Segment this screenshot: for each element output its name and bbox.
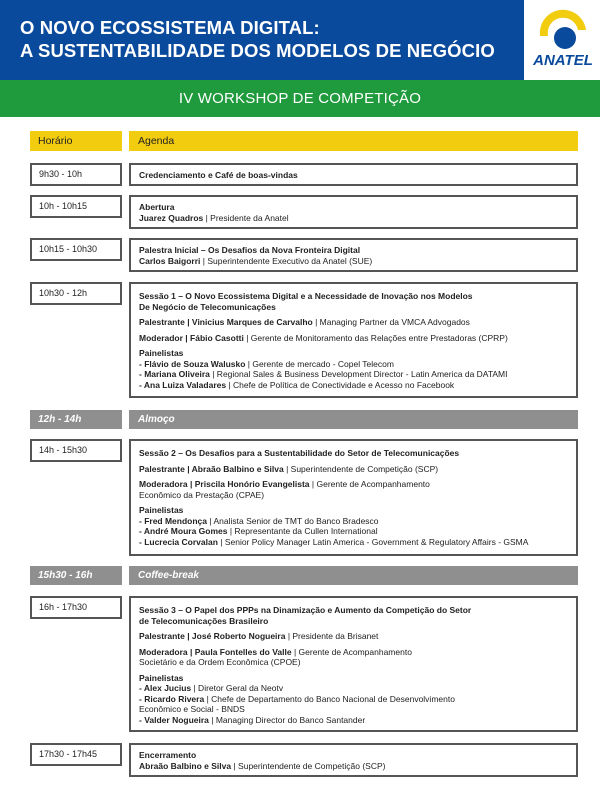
speaker-line — [139, 761, 568, 772]
moderador-line — [139, 333, 568, 344]
agenda-row — [30, 238, 578, 272]
session-title-line-2: De Negócio de Telecomunicações — [139, 301, 276, 312]
logo-text: ANATEL — [533, 52, 593, 69]
panelist-line — [139, 683, 568, 694]
speaker-role: | Presidente da Anatel — [203, 212, 289, 223]
panelist-line — [139, 516, 568, 527]
agenda-cell — [129, 743, 578, 777]
panelist-role: | Diretor Geral da Neotv — [191, 683, 284, 693]
panelist-name: - Fred Mendonça — [139, 515, 208, 526]
agenda-cell — [129, 439, 578, 556]
moderador-role-line-2: Econômico da Prestação (CPAE) — [139, 489, 265, 500]
panelist-role: | Managing Director do Banco Santander — [208, 714, 366, 725]
agenda-cell — [129, 596, 578, 732]
header-agenda: Agenda — [129, 131, 578, 151]
speaker-name: Juarez Quadros — [139, 212, 204, 223]
panelist-role: | Chefe de Departamento do Banco Nacional de Desenvolvimento — [204, 693, 455, 704]
agenda-row — [30, 163, 578, 186]
painelistas-heading: Painelistas — [139, 505, 184, 515]
break-row — [30, 566, 578, 585]
moderador-role: | Gerente de Acompanhamento — [309, 479, 430, 489]
agenda-cell — [129, 238, 578, 272]
agenda-cell — [129, 195, 578, 229]
panelist-role: | Regional Sales & Business Development Director - Latin America da DATAMI — [209, 369, 508, 379]
moderador-name: Moderadora | Priscila Honório Evangelista — [139, 479, 310, 489]
panelist-role: | Senior Policy Manager Latin America - Government & Regulatory Affairs - GSMA — [217, 536, 529, 547]
speaker-role: | Superintendente de Competição (SCP) — [231, 760, 386, 771]
palestrante-role: | Managing Partner da VMCA Advogados — [312, 317, 470, 327]
time-cell: 10h - 10h15 — [30, 195, 122, 218]
moderador-name: Moderador | Fábio Casotti — [139, 332, 244, 343]
panelist-role: | Chefe de Política de Conectividade e Acesso no Facebook — [226, 379, 455, 390]
panelist-line — [139, 526, 568, 537]
agenda-title: Abertura — [139, 202, 175, 212]
workshop-subtitle: IV WORKSHOP DE COMPETIÇÃO — [0, 80, 600, 117]
title-line-1: O NOVO ECOSSISTEMA DIGITAL: — [20, 17, 320, 38]
moderador-line — [139, 647, 568, 658]
panelist-line — [139, 359, 568, 370]
panelist-name: - Flávio de Souza Walusko — [139, 358, 246, 369]
time-cell: 17h30 - 17h45 — [30, 743, 122, 766]
panelist-line — [139, 537, 568, 548]
moderador-role: | Gerente de Monitoramento das Relações entre Prestadoras (CPRP) — [243, 332, 508, 343]
moderador-line — [139, 479, 568, 490]
panelist-line — [139, 369, 568, 380]
moderador-role-line-2: Societário e da Ordem Econômica (CPOE) — [139, 657, 301, 667]
palestrante-role: | Presidente da Brisanet — [285, 631, 379, 641]
palestrante-line — [139, 317, 568, 328]
moderador-role: | Gerente de Acompanhamento — [291, 646, 412, 657]
panelist-line — [139, 694, 568, 705]
palestrante-name: Palestrante | Abraão Balbino e Silva — [139, 463, 284, 474]
agenda-row — [30, 282, 578, 398]
agenda-title: Credenciamento e Café de boas-vindas — [139, 170, 298, 180]
break-label: Almoço — [129, 410, 578, 429]
time-cell: 10h30 - 12h — [30, 282, 122, 305]
title-line-2: A SUSTENTABILIDADE DOS MODELOS DE NEGÓCIO — [20, 40, 495, 61]
panelist-name: - Lucrecia Corvalan — [139, 536, 218, 547]
panelist-role: | Representante da Cullen International — [227, 526, 378, 536]
panelist-name: - Mariana Oliveira — [139, 369, 210, 379]
speaker-name: Carlos Baigorri — [139, 255, 201, 266]
break-time: 15h30 - 16h — [30, 566, 122, 585]
panelist-role: | Gerente de mercado - Copel Telecom — [245, 358, 394, 369]
header — [0, 0, 600, 80]
palestrante-name: Palestrante | Vinicius Marques de Carvalho — [139, 317, 313, 327]
palestrante-line — [139, 464, 568, 475]
palestrante-name: Palestrante | José Roberto Nogueira — [139, 631, 286, 641]
table-header — [30, 131, 578, 151]
break-time: 12h - 14h — [30, 410, 122, 429]
time-cell: 14h - 15h30 — [30, 439, 122, 462]
agenda-cell — [129, 163, 578, 186]
speaker-name: Abraão Balbino e Silva — [139, 760, 232, 771]
agenda-row — [30, 195, 578, 229]
agenda-cell — [129, 282, 578, 398]
agenda-title: Encerramento — [139, 750, 197, 760]
panelist-name: - Ana Luiza Valadares — [139, 379, 227, 390]
break-row — [30, 410, 578, 429]
painelistas-heading: Painelistas — [139, 348, 184, 358]
panelist-role-line-2: Econômico e Social - BNDS — [139, 704, 245, 714]
panelist-line — [139, 380, 568, 391]
panelist-role: | Analista Senior de TMT do Banco Bradesco — [207, 515, 379, 526]
break-label: Coffee-break — [129, 566, 578, 585]
painelistas-heading: Painelistas — [139, 672, 184, 683]
agenda-row — [30, 596, 578, 732]
agenda-title: Palestra Inicial – Os Desafios da Nova Fronteira Digital — [139, 245, 361, 255]
panelist-name: - André Moura Gomes — [139, 526, 228, 536]
anatel-logo-icon — [526, 0, 600, 56]
panelist-name: - Valder Nogueira — [139, 714, 209, 725]
time-cell: 16h - 17h30 — [30, 596, 122, 619]
time-cell: 9h30 - 10h — [30, 163, 122, 186]
agenda-row — [30, 743, 578, 777]
palestrante-line — [139, 631, 568, 642]
anatel-logo — [526, 0, 600, 80]
speaker-line — [139, 256, 568, 267]
header-time: Horário — [30, 131, 122, 151]
time-cell: 10h15 - 10h30 — [30, 238, 122, 261]
speaker-role: | Superintendente Executivo da Anatel (SUE) — [200, 255, 373, 266]
agenda-row — [30, 439, 578, 556]
panelist-name: - Ricardo Rivera — [139, 693, 205, 704]
palestrante-role: | Superintendente de Competição (SCP) — [283, 463, 439, 474]
header-title-block — [0, 0, 524, 80]
panelist-line — [139, 715, 568, 726]
moderador-name: Moderadora | Paula Fontelles do Valle — [139, 646, 292, 657]
session-title-line-1: Sessão 3 – O Papel dos PPPs na Dinamização e Aumento da Competição do Setor — [139, 605, 472, 615]
panelist-name: - Alex Jucius — [139, 683, 192, 693]
session-title: Sessão 2 – Os Desafios para a Sustentabilidade do Setor de Telecomunicações — [139, 448, 460, 458]
session-title-line-2: de Telecomunicações Brasileiro — [139, 615, 269, 626]
session-title-line-1: Sessão 1 – O Novo Ecossistema Digital e a Necessidade de Inovação nos Modelos — [139, 291, 473, 301]
speaker-line — [139, 213, 568, 224]
